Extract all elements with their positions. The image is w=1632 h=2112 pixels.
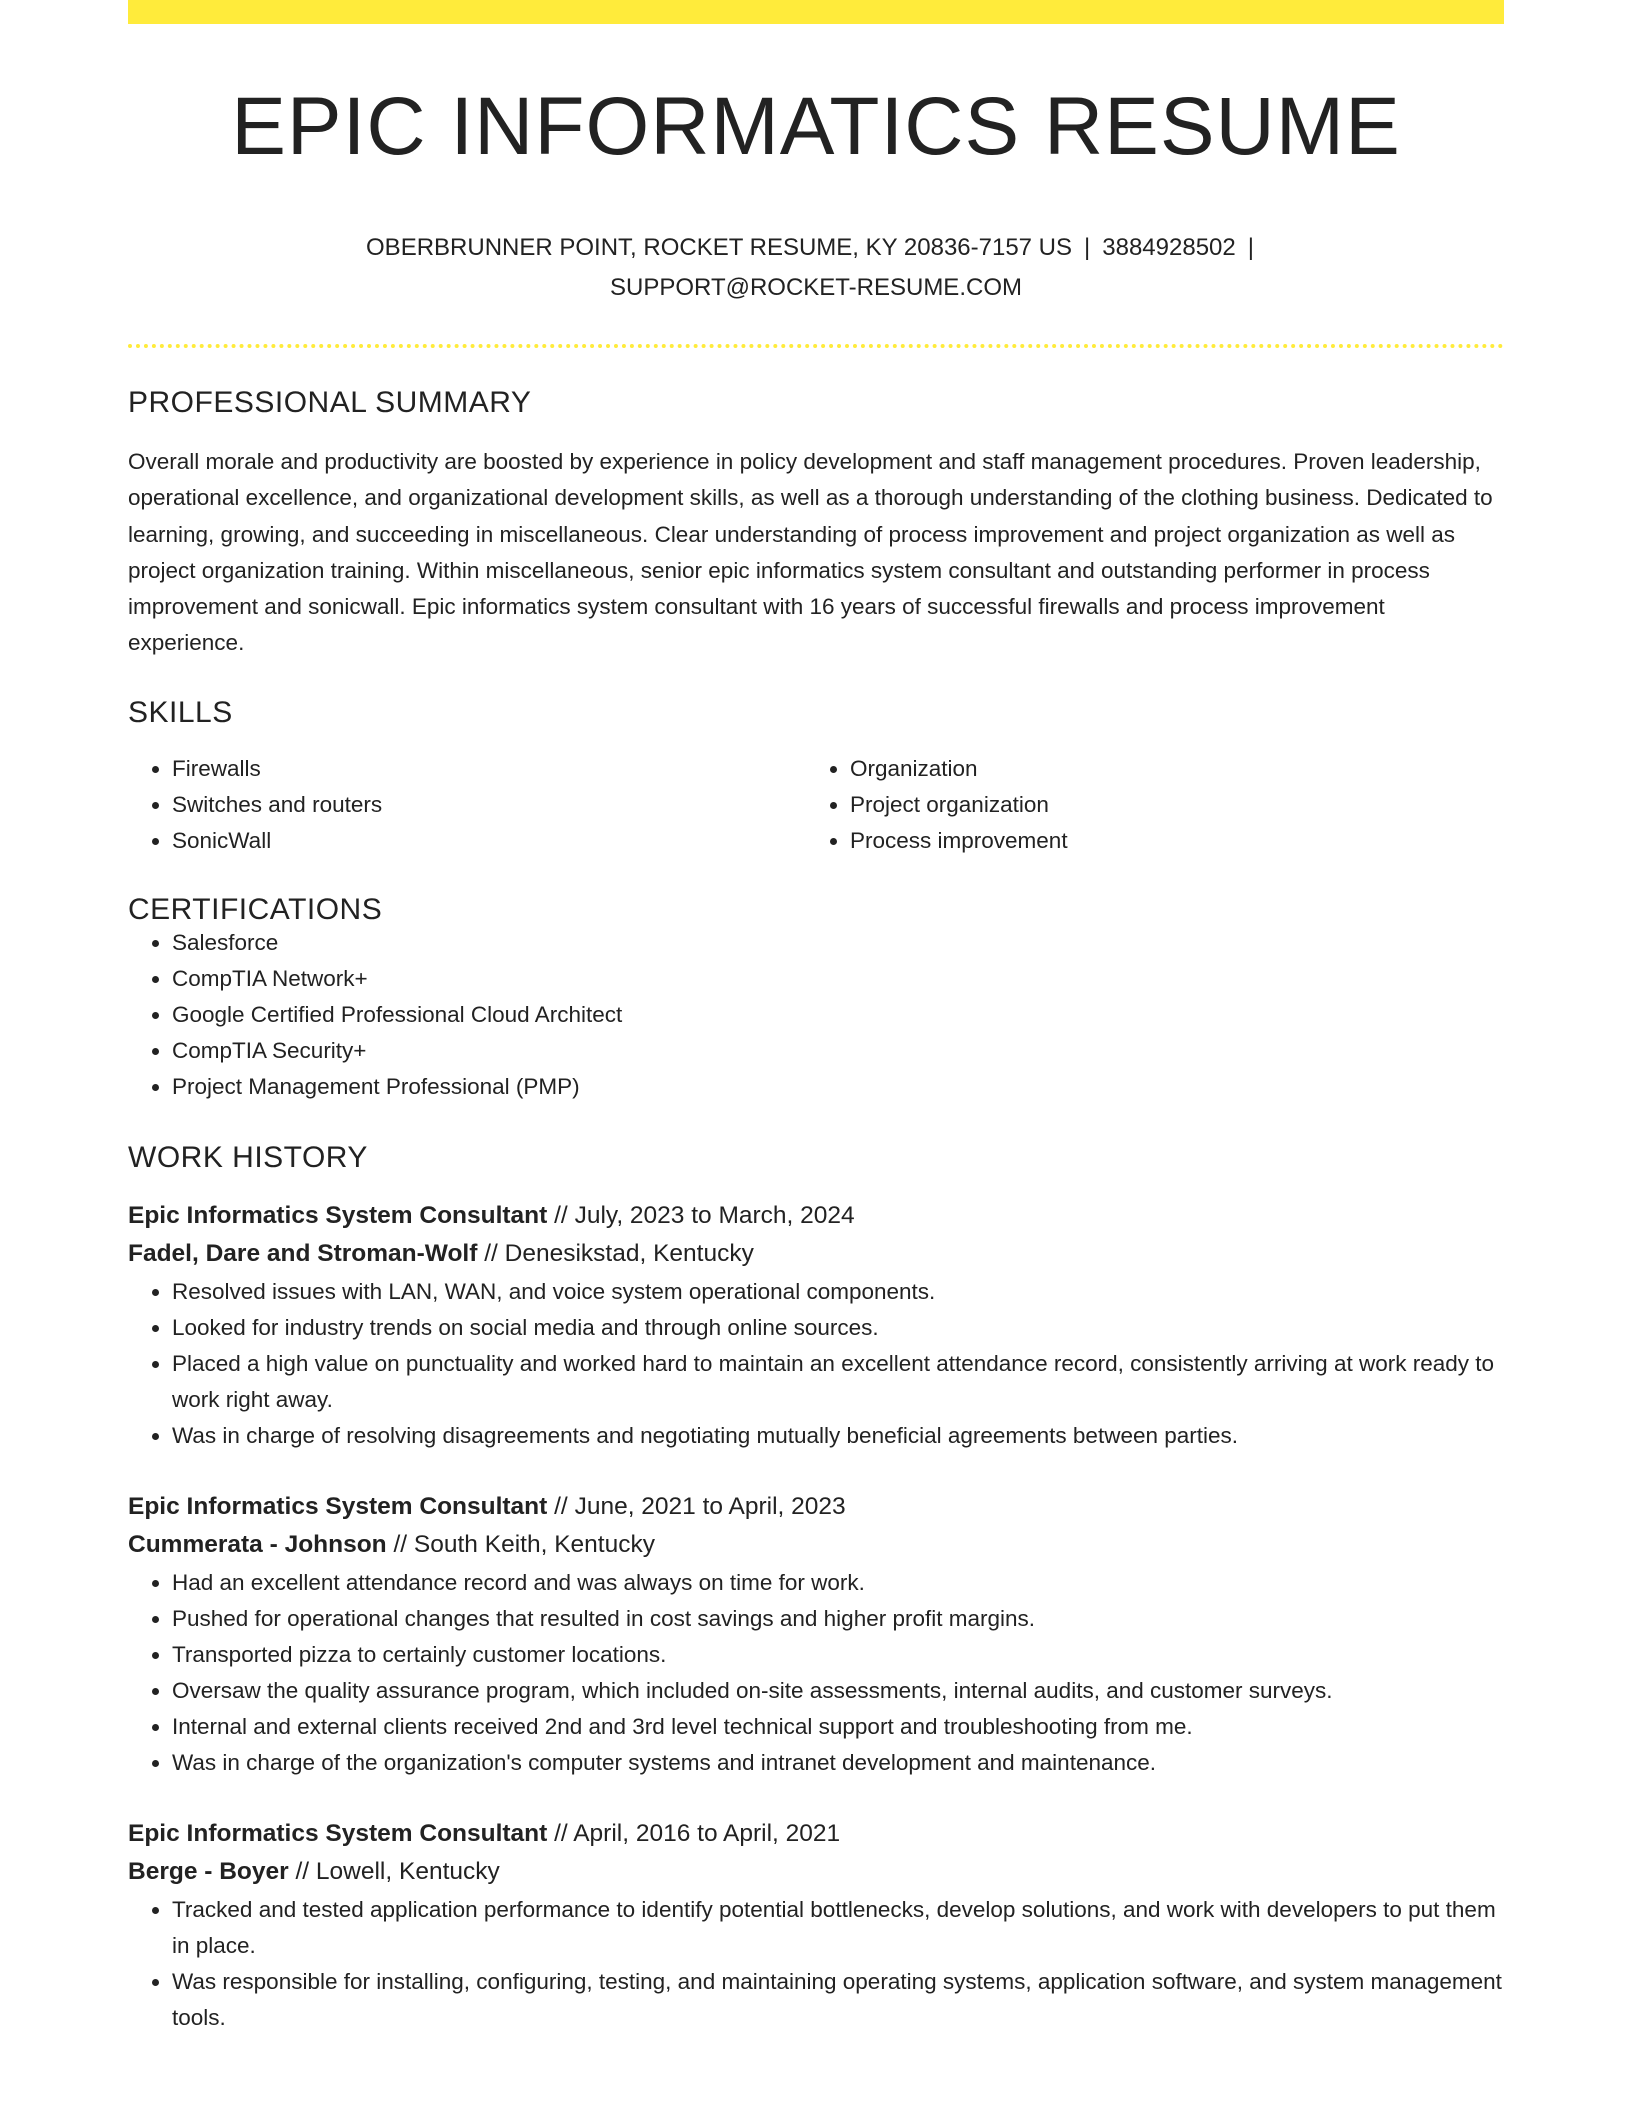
skills-column-left bbox=[128, 751, 806, 859]
job-role-line bbox=[128, 1488, 1504, 1527]
job-entry bbox=[128, 1815, 1504, 2036]
job-bullet: • Transported pizza to certainly customer locations. bbox=[172, 1637, 1504, 1673]
job-bullet: • Oversaw the quality assurance program, which included on-site assessments, internal audits, and customer surveys. bbox=[172, 1673, 1504, 1709]
job-entry bbox=[128, 1197, 1504, 1454]
resume-title: EPIC INFORMATICS RESUME bbox=[231, 81, 1401, 172]
phone: 3884928502 bbox=[1102, 234, 1236, 261]
job-dates: April, 2016 to April, 2021 bbox=[573, 1819, 841, 1847]
certification-item: • Google Certified Professional Cloud Architect bbox=[172, 997, 1504, 1033]
skill-item: • Process improvement bbox=[850, 823, 1484, 859]
contact-info bbox=[128, 228, 1504, 308]
job-bullet: • Tracked and tested application performance to identify potential bottlenecks, develop solutions, and work with developers to put them in place. bbox=[172, 1892, 1504, 1964]
skill-item: • SonicWall bbox=[172, 823, 806, 859]
delimiter: // bbox=[554, 1492, 568, 1520]
job-company: Berge - Boyer bbox=[128, 1858, 289, 1886]
job-location: Denesikstad, Kentucky bbox=[504, 1240, 754, 1268]
certification-item: • Salesforce bbox=[172, 925, 1504, 961]
certifications-list bbox=[128, 925, 1504, 1105]
job-bullet: • Internal and external clients received 2nd and 3rd level technical support and troubleshooting from me. bbox=[172, 1709, 1504, 1745]
job-role: Epic Informatics System Consultant bbox=[128, 1819, 548, 1847]
skill-item: • Switches and routers bbox=[172, 787, 806, 823]
skills-grid bbox=[128, 751, 1504, 859]
summary-heading: PROFESSIONAL SUMMARY bbox=[128, 386, 532, 419]
delimiter: // bbox=[393, 1531, 408, 1559]
resume-page bbox=[128, 0, 1504, 2036]
contact-separator: | bbox=[1247, 234, 1254, 261]
job-role: Epic Informatics System Consultant bbox=[128, 1492, 548, 1520]
job-bullet: • Resolved issues with LAN, WAN, and voice system operational components. bbox=[172, 1274, 1504, 1310]
delimiter: // bbox=[554, 1201, 568, 1229]
summary-text: Overall morale and productivity are boosted by experience in policy development and staff management procedures. Proven leadership, operational excellence, and organizational development skills, as well as a thorough understanding of the clothing business. Dedicated to learning, growing, and succeeding in miscellaneous. Clear understanding of process improvement and project organization as well as project organization training. Within miscellaneous, senior epic informatics system consultant and outstanding performer in process improvement and sonicwall. Epic informatics system consultant with 16 years of successful firewalls and process improvement experience. bbox=[128, 449, 1493, 656]
skills-column-right bbox=[806, 751, 1484, 859]
delimiter: // bbox=[295, 1858, 310, 1886]
job-role: Epic Informatics System Consultant bbox=[128, 1201, 548, 1229]
job-location: South Keith, Kentucky bbox=[413, 1531, 655, 1559]
delimiter: // bbox=[484, 1240, 498, 1268]
job-entry bbox=[128, 1488, 1504, 1781]
address: OBERBRUNNER POINT, ROCKET RESUME, KY 20836-7157 US bbox=[366, 234, 1073, 261]
skills-heading: SKILLS bbox=[128, 695, 233, 729]
job-role-line bbox=[128, 1815, 1504, 1854]
contact-separator: | bbox=[1084, 234, 1091, 261]
job-bullet: • Was in charge of the organization's computer systems and intranet development and maintenance. bbox=[172, 1745, 1504, 1781]
dotted-divider bbox=[128, 344, 1504, 348]
job-company-line bbox=[128, 1235, 1504, 1274]
skill-item: • Firewalls bbox=[172, 751, 806, 787]
job-bullet: • Had an excellent attendance record and was always on time for work. bbox=[172, 1565, 1504, 1601]
skill-item: • Organization bbox=[850, 751, 1484, 787]
accent-bar bbox=[128, 0, 1504, 24]
job-bullets bbox=[128, 1565, 1504, 1781]
job-company-line bbox=[128, 1853, 1504, 1892]
email: SUPPORT@ROCKET-RESUME.COM bbox=[610, 274, 1022, 301]
job-company: Cummerata - Johnson bbox=[128, 1531, 387, 1559]
job-role-line bbox=[128, 1197, 1504, 1236]
job-dates: July, 2023 to March, 2024 bbox=[574, 1201, 855, 1229]
certification-item: • CompTIA Security+ bbox=[172, 1033, 1504, 1069]
delimiter: // bbox=[554, 1819, 568, 1847]
job-bullet: • Was responsible for installing, configuring, testing, and maintaining operating systems, application software, and system management tools. bbox=[172, 1964, 1504, 2036]
job-dates: June, 2021 to April, 2023 bbox=[574, 1492, 846, 1520]
job-location: Lowell, Kentucky bbox=[315, 1858, 500, 1886]
job-bullet: • Pushed for operational changes that resulted in cost savings and higher profit margins. bbox=[172, 1601, 1504, 1637]
certifications-heading: CERTIFICATIONS bbox=[128, 892, 383, 926]
certification-item: • Project Management Professional (PMP) bbox=[172, 1069, 1504, 1105]
job-bullets bbox=[128, 1892, 1504, 2036]
job-bullet: • Was in charge of resolving disagreements and negotiating mutually beneficial agreements between parties. bbox=[172, 1418, 1504, 1454]
skill-item: • Project organization bbox=[850, 787, 1484, 823]
job-bullet: • Placed a high value on punctuality and worked hard to maintain an excellent attendance record, consistently arriving at work ready to work right away. bbox=[172, 1346, 1504, 1418]
job-company-line bbox=[128, 1526, 1504, 1565]
job-bullet: • Looked for industry trends on social media and through online sources. bbox=[172, 1310, 1504, 1346]
certification-item: • CompTIA Network+ bbox=[172, 961, 1504, 997]
job-company: Fadel, Dare and Stroman-Wolf bbox=[128, 1240, 478, 1268]
job-bullets bbox=[128, 1274, 1504, 1454]
work-history-heading: WORK HISTORY bbox=[128, 1140, 368, 1174]
